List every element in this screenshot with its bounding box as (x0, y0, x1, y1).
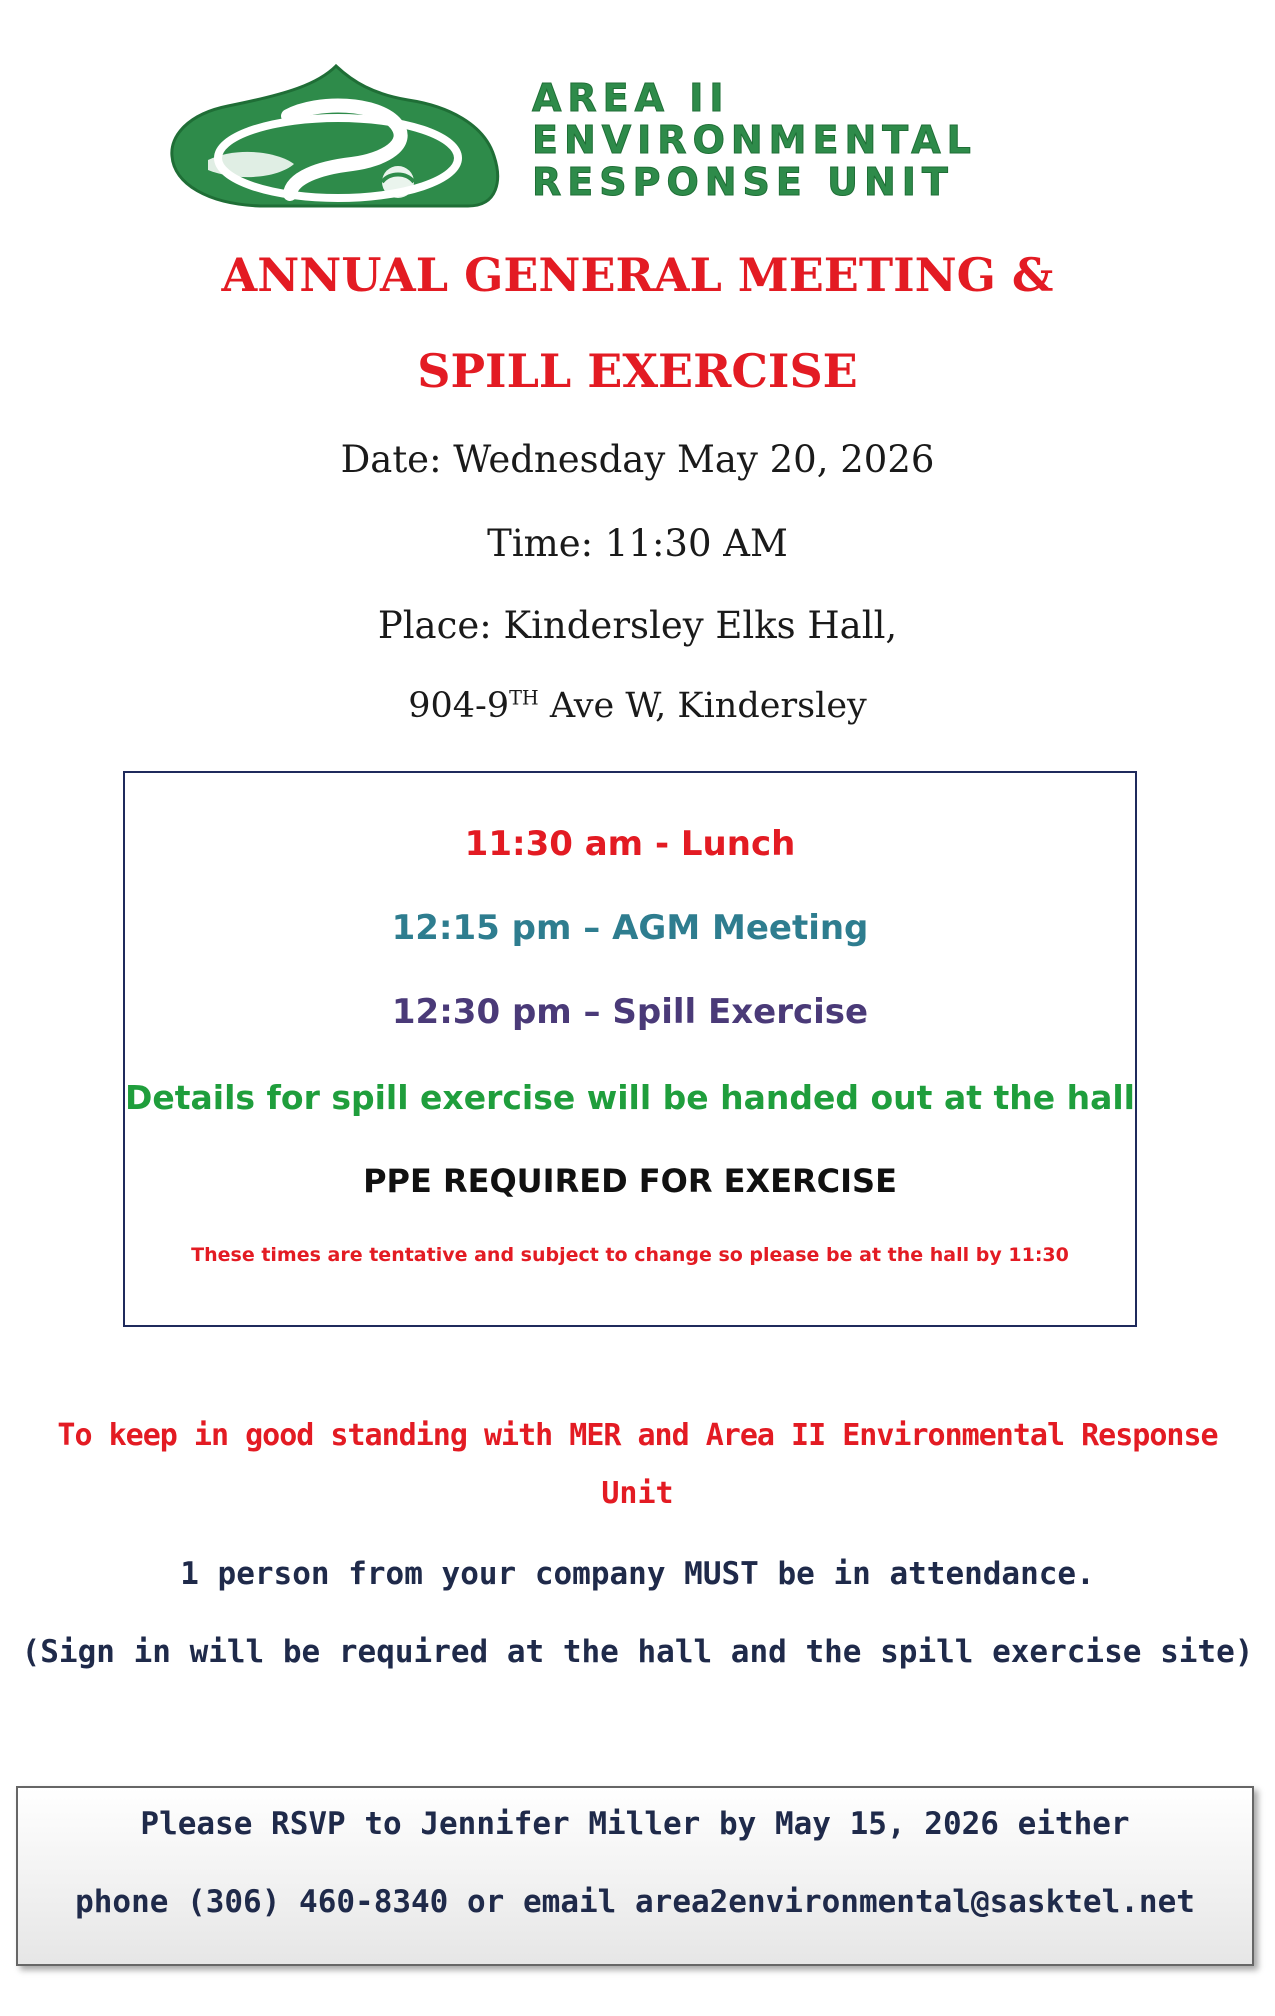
address-prefix: 904-9 (408, 686, 510, 726)
logo-text-line2: ENVIRONMENTAL (532, 118, 977, 162)
address-suffix: Ave W, Kindersley (538, 686, 867, 726)
event-time: Time: 11:30 AM (487, 522, 788, 565)
standing-notice-line1: To keep in good standing with MER and Area II Environmental Response (57, 1418, 1218, 1453)
attendance-notice: 1 person from your company MUST be in attendance. (180, 1556, 1095, 1592)
sign-in-notice: (Sign in will be required at the hall and the spill exercise site) (21, 1634, 1254, 1670)
schedule-spill: 12:30 pm – Spill Exercise (391, 992, 869, 1032)
rsvp-line1: Please RSVP to Jennifer Miller by May 15, 2026 either (140, 1806, 1130, 1842)
event-date: Date: Wednesday May 20, 2026 (340, 438, 935, 481)
schedule-lunch: 11:30 am - Lunch (464, 824, 796, 864)
schedule-disclaimer: These times are tentative and subject to change so please be at the hall by 11:30 (191, 1244, 1069, 1266)
schedule-details-note: Details for spill exercise will be handed out at the hall (124, 1078, 1135, 1117)
logo-text-line1: AREA II (532, 76, 730, 120)
address-superscript: TH (509, 686, 539, 710)
event-place: Place: Kindersley Elks Hall, (377, 604, 898, 647)
title-line1: ANNUAL GENERAL MEETING & (221, 248, 1054, 302)
title-line2: SPILL EXERCISE (417, 344, 858, 398)
rsvp-contact-line: phone (306) 460-8340 or email area2environmental@sasktel.net (75, 1884, 1195, 1920)
standing-notice-line2: Unit (601, 1476, 674, 1511)
event-address (0, 686, 1275, 726)
schedule-agm: 12:15 pm – AGM Meeting (391, 908, 869, 948)
logo-text-line3: RESPONSE UNIT (532, 160, 954, 204)
droplet-globe-logo-icon (168, 60, 504, 212)
schedule-ppe: PPE REQUIRED FOR EXERCISE (363, 1162, 897, 1200)
